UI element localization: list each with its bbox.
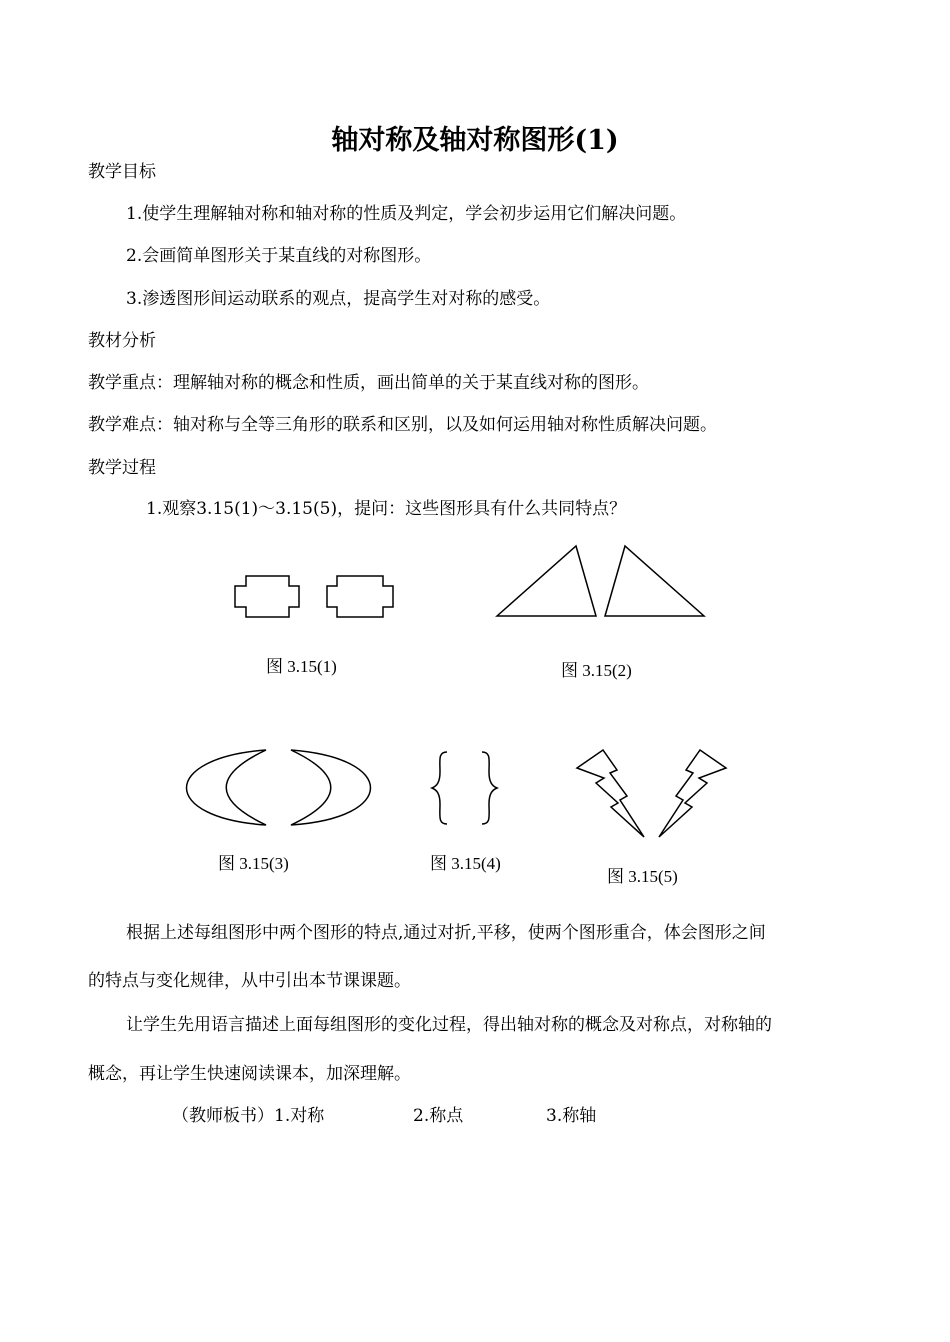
difficulty-text: 教学难点：轴对称与全等三角形的联系和区别，以及如何运用轴对称性质解决问题。 bbox=[88, 415, 717, 435]
objective-item-3: 3.渗透图形间运动联系的观点，提高学生对对称的感受。 bbox=[126, 289, 551, 309]
paragraph-2-line-2: 概念，再让学生快速阅读课本，加深理解。 bbox=[88, 1064, 411, 1084]
paragraph-2-line-1: 让学生先用语言描述上面每组图形的变化过程，得出轴对称的概念及对称点，对称轴的 bbox=[126, 1015, 772, 1035]
paragraph-1-line-1: 根据上述每组图形中两个图形的特点,通过对折,平移，使两个图形重合，体会图形之间 bbox=[126, 923, 766, 943]
observe-text: 1.观察3.15(1)～3.15(5)，提问：这些图形具有什么共同特点？ bbox=[146, 499, 627, 519]
objectives-heading: 教学目标 bbox=[88, 162, 156, 182]
objective-item-2: 2.会画简单图形关于某直线的对称图形。 bbox=[126, 246, 432, 266]
process-heading: 教学过程 bbox=[88, 458, 156, 478]
objective-item-1: 1.使学生理解轴对称和轴对称的性质及判定，学会初步运用它们解决问题。 bbox=[126, 204, 687, 224]
lightning-bolt-right bbox=[659, 750, 726, 837]
board-item-2: 2.称点 bbox=[413, 1106, 464, 1126]
lightning-bolt-left bbox=[577, 750, 644, 837]
figure-caption-2: 图 3.15(2) bbox=[561, 661, 632, 680]
figure-caption-4: 图 3.15(4) bbox=[430, 854, 501, 873]
board-item-1: （教师板书）1.对称 bbox=[172, 1106, 325, 1126]
analysis-heading: 教材分析 bbox=[88, 331, 156, 351]
figure-caption-5: 图 3.15(5) bbox=[607, 867, 678, 886]
key-point-text: 教学重点：理解轴对称的概念和性质，画出简单的关于某直线对称的图形。 bbox=[88, 373, 649, 393]
paragraph-1-line-2: 的特点与变化规律，从中引出本节课课题。 bbox=[88, 971, 411, 991]
board-item-3: 3.称轴 bbox=[546, 1106, 597, 1126]
figure-caption-1: 图 3.15(1) bbox=[266, 657, 337, 676]
figure-caption-3: 图 3.15(3) bbox=[218, 854, 289, 873]
page-title: 轴对称及轴对称图形(1) bbox=[331, 125, 619, 156]
